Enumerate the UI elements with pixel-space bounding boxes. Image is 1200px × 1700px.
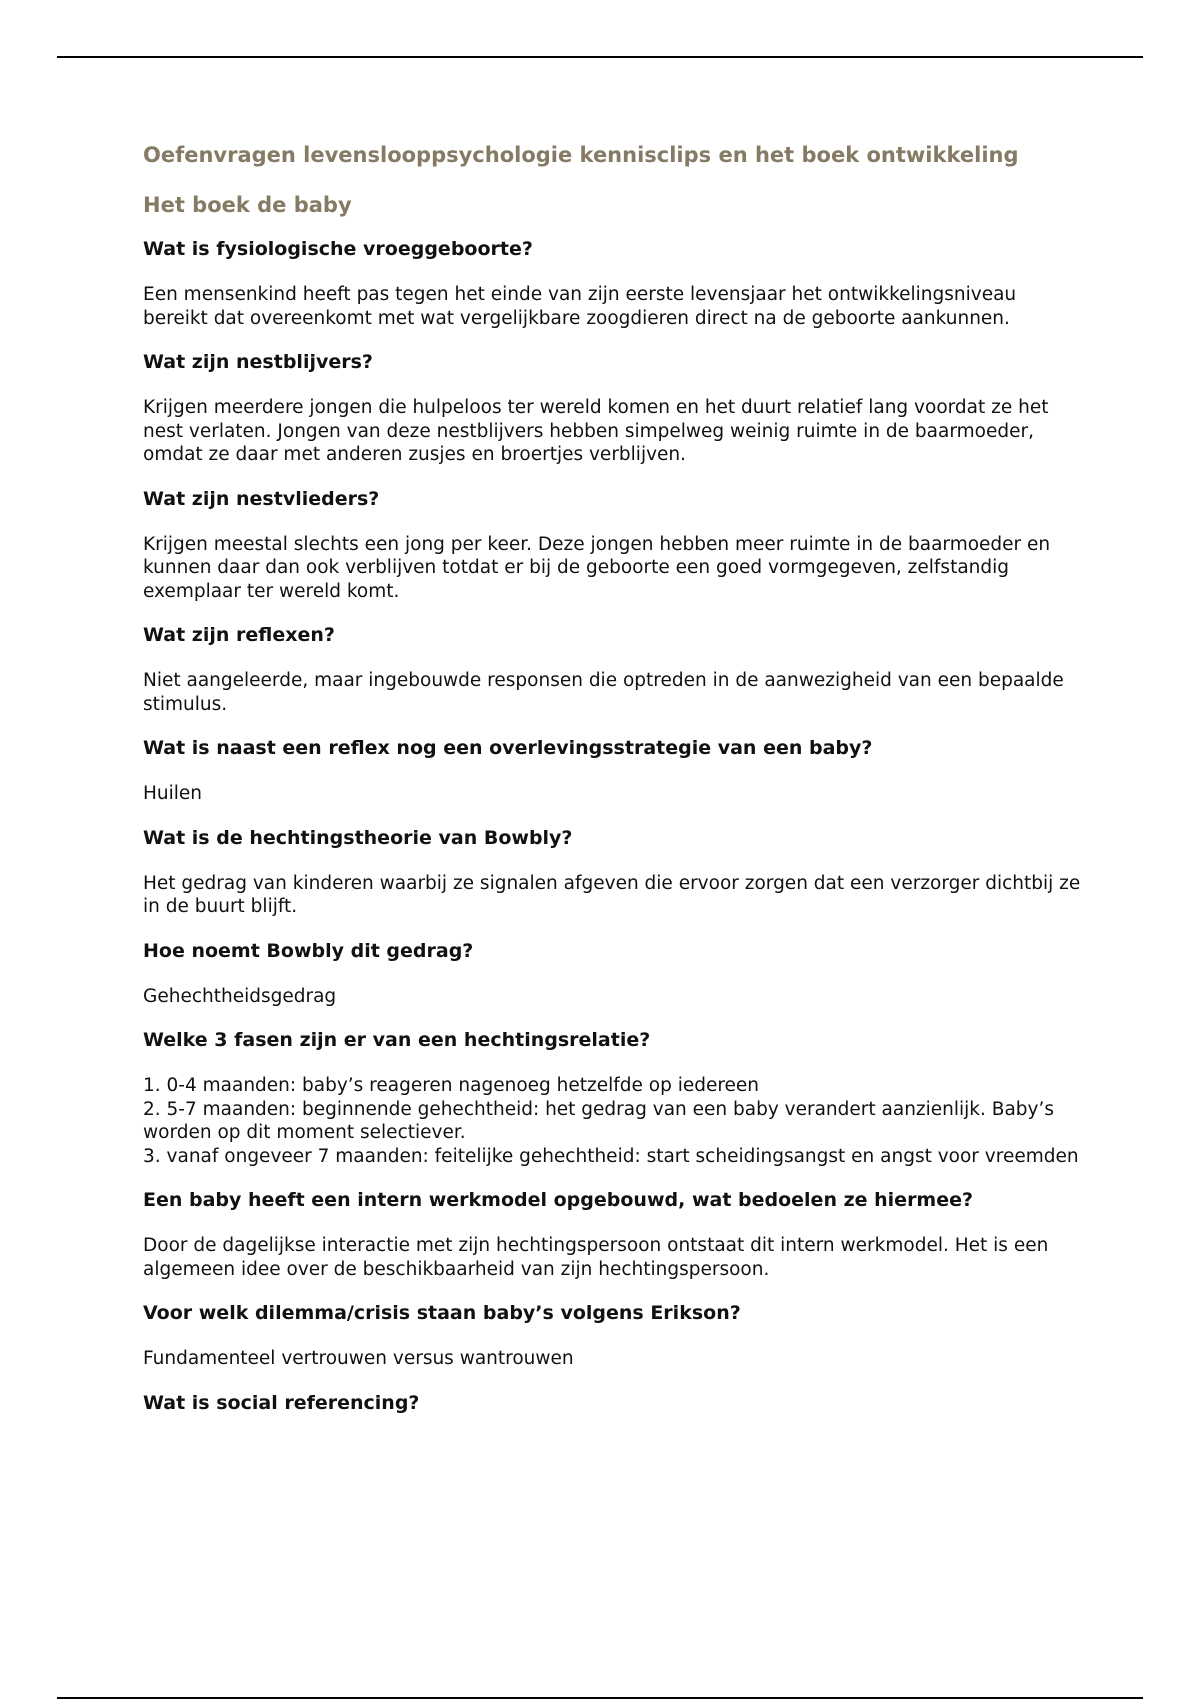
question: Wat is naast een reflex nog een overlevingsstrategie van een baby? — [143, 737, 873, 759]
footer-rule — [57, 1697, 1143, 1699]
question: Hoe noemt Bowbly dit gedrag? — [143, 939, 474, 962]
answer — [143, 1347, 1083, 1371]
answer-line: Krijgen meerdere jongen die hulpeloos ter wereld komen en het duurt relatief lang voordat ze het nest verlaten. Jongen van deze nestblijvers hebben simpelweg weinig ruimte in de baarmoeder, omdat ze daar met anderen zusjes en broertjes verblijven. — [143, 397, 1049, 465]
section-heading: Het boek de baby — [143, 193, 352, 217]
answer — [143, 396, 1083, 467]
question: Wat zijn nestvlieders? — [143, 487, 380, 510]
qa-item — [143, 1391, 1083, 1415]
qa-item — [143, 350, 1083, 467]
document-body — [143, 142, 1083, 1437]
header-rule — [57, 56, 1143, 58]
question: Voor welk dilemma/crisis staan baby’s volgens Erikson? — [143, 1302, 741, 1324]
answer — [143, 283, 1083, 330]
answer — [143, 1074, 1083, 1168]
document-title: Oefenvragen levenslooppsychologie kennisclips en het boek ontwikkeling — [143, 143, 1019, 167]
answer-line: Fundamenteel vertrouwen versus wantrouwen — [143, 1348, 574, 1369]
answer-line: Huilen — [143, 783, 203, 804]
qa-item — [143, 1028, 1083, 1168]
question: Wat is social referencing? — [143, 1391, 420, 1414]
question: Wat is de hechtingstheorie van Bowbly? — [143, 826, 573, 849]
question: Een baby heeft een intern werkmodel opgebouwd, wat bedoelen ze hiermee? — [143, 1189, 974, 1211]
answer-line: Niet aangeleerde, maar ingebouwde responsen die optreden in de aanwezigheid van een bepaalde stimulus. — [143, 670, 1064, 715]
qa-item — [143, 487, 1083, 604]
answer-line: Krijgen meestal slechts een jong per keer. Deze jongen hebben meer ruimte in de baarmoeder en kunnen daar dan ook verblijven totdat er bij de geboorte een goed vormgegeven, zelfstandig exemplaar ter wereld komt. — [143, 533, 1051, 602]
answer — [143, 872, 1083, 919]
question: Wat zijn reflexen? — [143, 624, 335, 646]
answer-line: 1. 0-4 maanden: baby’s reageren nagenoeg hetzelfde op iedereen — [143, 1075, 760, 1096]
question: Wat is fysiologische vroeggeboorte? — [143, 238, 533, 260]
qa-item — [143, 736, 1083, 806]
qa-item — [143, 1301, 1083, 1371]
qa-item — [143, 1188, 1083, 1281]
answer — [143, 782, 1083, 806]
qa-item — [143, 623, 1083, 716]
answer — [143, 533, 1083, 604]
answer-line: Een mensenkind heeft pas tegen het einde van zijn eerste levensjaar het ontwikkelingsniveau bereikt dat overeenkomt met wat vergelijkbare zoogdieren direct na de geboorte aankunnen. — [143, 284, 1017, 329]
question: Wat zijn nestblijvers? — [143, 351, 373, 373]
answer-line: Door de dagelijkse interactie met zijn hechtingspersoon ontstaat dit intern werkmodel. Het is een algemeen idee over de beschikbaarheid van zijn hechtingspersoon. — [143, 1235, 1049, 1280]
qa-item — [143, 826, 1083, 919]
answer-line: 3. vanaf ongeveer 7 maanden: feitelijke gehechtheid: start scheidingsangst en angst voor vreemden — [143, 1145, 1079, 1167]
answer-line: 2. 5-7 maanden: beginnende gehechtheid: het gedrag van een baby verandert aanzienlijk. Baby’s worden op dit moment selectiever. — [143, 1098, 1055, 1143]
qa-item — [143, 939, 1083, 1009]
answer-line: Het gedrag van kinderen waarbij ze signalen afgeven die ervoor zorgen dat een verzorger dichtbij ze in de buurt blijft. — [143, 872, 1081, 917]
answer — [143, 985, 1083, 1009]
qa-item — [143, 237, 1083, 330]
answer — [143, 669, 1083, 716]
question: Welke 3 fasen zijn er van een hechtingsrelatie? — [143, 1029, 651, 1051]
answer-line: Gehechtheidsgedrag — [143, 985, 337, 1007]
answer — [143, 1234, 1083, 1281]
